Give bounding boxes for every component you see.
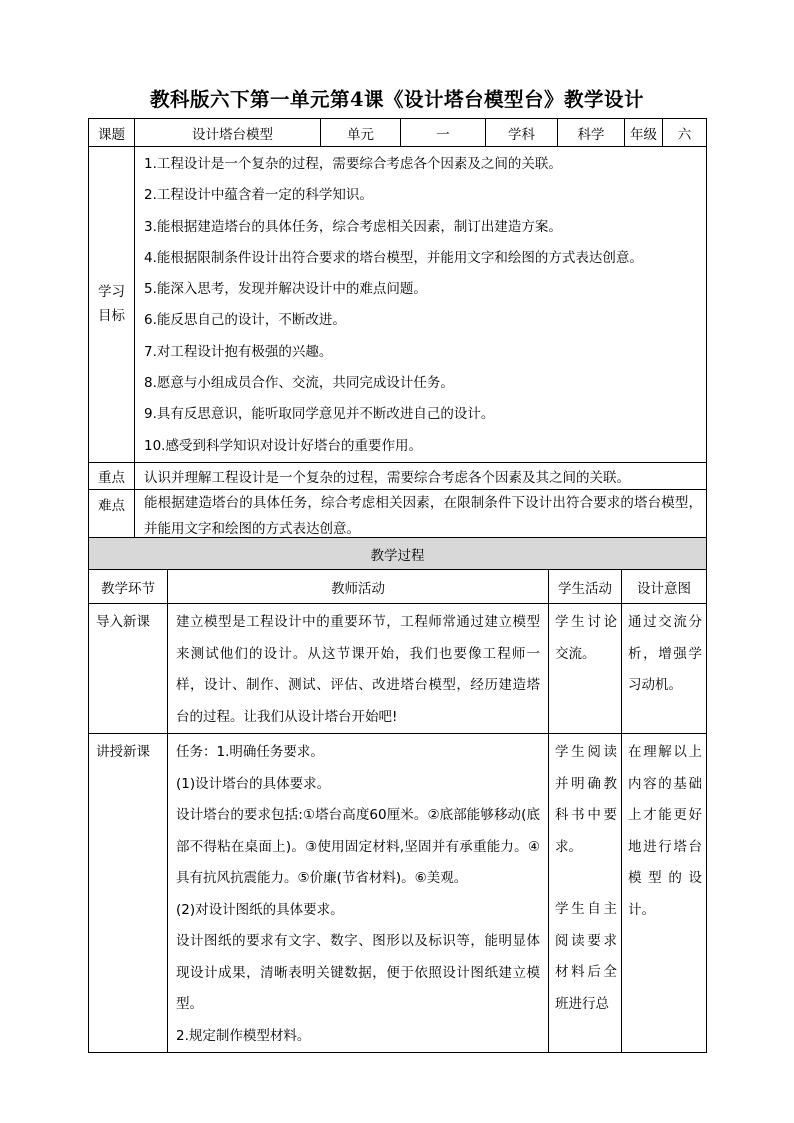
lesson-value: 设计塔台模型 xyxy=(135,119,321,147)
teach-stage-label: 讲授新课 xyxy=(96,744,150,760)
teach-intent xyxy=(622,734,707,1053)
intro-intent xyxy=(622,604,707,734)
teach-paragraph-1: 任务：1.明确任务要求。 xyxy=(176,744,324,760)
subject-value: 科学 xyxy=(558,119,625,147)
teach-paragraph-4: (2)对设计图纸的具体要求。 xyxy=(176,901,344,918)
difficulty-text xyxy=(135,489,707,542)
teacher-header: 教师活动 xyxy=(168,570,549,604)
unit-value: 一 xyxy=(401,119,486,147)
teach-paragraph-5: 设计图纸的要求有文字、数字、图形以及标识等，能明显体现设计成果，清晰表明关键数据，便于依照设计图纸建立模型。 xyxy=(176,933,540,1012)
lesson-label: 课题 xyxy=(89,119,135,147)
intro-teacher xyxy=(168,604,549,734)
student-header: 学生活动 xyxy=(549,570,622,604)
teach-teacher-content xyxy=(168,734,548,1052)
intro-intent-text: 通过交流分析，增强学习动机。 xyxy=(628,614,702,693)
teach-stage xyxy=(89,734,168,1053)
subject-label: 学科 xyxy=(486,119,558,147)
key-point-label: 重点 xyxy=(89,462,135,489)
intro-stage-label: 导入新课 xyxy=(96,614,150,630)
teach-student-text-1: 学生阅读并明确教科书中要求。 xyxy=(555,744,617,855)
intro-student-text: 学生讨论交流。 xyxy=(555,614,617,662)
teach-student-text-2: 学生自主阅读要求材料后全班进行总 xyxy=(555,901,617,1012)
objective-item-2: 2.工程设计中蕴含着一定的科学知识。 xyxy=(144,187,373,204)
key-point-content: 认识并理解工程设计是一个复杂的过程，需要综合考虑各个因素及其之间的关联。 xyxy=(144,469,630,486)
objective-item-7: 7.对工程设计抱有极强的兴趣。 xyxy=(144,343,333,360)
objective-item-4: 4.能根据限制条件设计出符合要求的塔台模型，并能用文字和绘图的方式表达创意。 xyxy=(144,249,643,266)
objective-item-10: 10.感受到科学知识对设计好塔台的重要作用。 xyxy=(144,437,422,454)
objective-item-9: 9.具有反思意识，能听取同学意见并不断改进自己的设计。 xyxy=(144,406,495,423)
teach-paragraph-6: 2.规定制作模型材料。 xyxy=(176,1027,311,1044)
intro-stage xyxy=(89,604,168,734)
teach-student xyxy=(549,734,622,1053)
difficulty-content: 能根据建造塔台的具体任务，综合考虑相关因素，在限制条件下设计出符合要求的塔台模型，并能用文字和绘图的方式表达创意。 xyxy=(144,494,702,537)
stage-header: 教学环节 xyxy=(89,570,168,604)
objective-item-5: 5.能深入思考，发现并解决设计中的难点问题。 xyxy=(144,281,427,298)
teaching-process-table xyxy=(88,537,707,1053)
teach-paragraph-3: 设计塔台的要求包括:①塔台高度60厘米。②底部能够移动(底部不得粘在桌面上)。③使用固定材料,坚固并有承重能力。④具有抗风抗震能力。⑤价廉(节省材料)。⑥美观。 xyxy=(176,807,540,886)
intent-header: 设计意图 xyxy=(622,570,707,604)
objective-item-3: 3.能根据建造塔台的具体任务，综合考虑相关因素，制订出建造方案。 xyxy=(144,218,562,235)
intro-teacher-text: 建立模型是工程设计中的重要环节，工程师常通过建立模型来测试他们的设计。从这节课开始，我们也要像工程师一样，设计、制作、测试、评估、改进塔台模型，经历建造塔台的过程。让我们从设计塔台开始吧! xyxy=(176,614,540,725)
objective-item-6: 6.能反思自己的设计，不断改进。 xyxy=(144,312,346,329)
objectives-label-line1: 学习 xyxy=(98,284,125,301)
grade-value: 六 xyxy=(663,119,707,147)
process-banner: 教学过程 xyxy=(89,538,707,570)
objectives-label xyxy=(89,147,135,463)
key-point-text xyxy=(135,462,707,489)
objectives-label-line2: 目标 xyxy=(98,308,125,325)
objective-item-8: 8.愿意与小组成员合作、交流，共同完成设计任务。 xyxy=(144,375,454,392)
lesson-info-table xyxy=(88,118,707,543)
difficulty-label: 难点 xyxy=(89,489,135,542)
grade-label: 年级 xyxy=(625,119,663,147)
objectives-list xyxy=(135,147,707,463)
document-title: 教科版六下第一单元第4课《设计塔台模型台》教学设计 xyxy=(149,88,645,111)
teach-teacher xyxy=(168,734,549,1053)
objective-item-1: 1.工程设计是一个复杂的过程，需要综合考虑各个因素及之间的关联。 xyxy=(144,156,562,172)
intro-student xyxy=(549,604,622,734)
unit-label: 单元 xyxy=(321,119,401,147)
teach-intent-text: 在理解以上内容的基础上才能更好地进行塔台模型的设计。 xyxy=(628,744,702,918)
teach-paragraph-2: (1)设计塔台的具体要求。 xyxy=(176,775,331,792)
